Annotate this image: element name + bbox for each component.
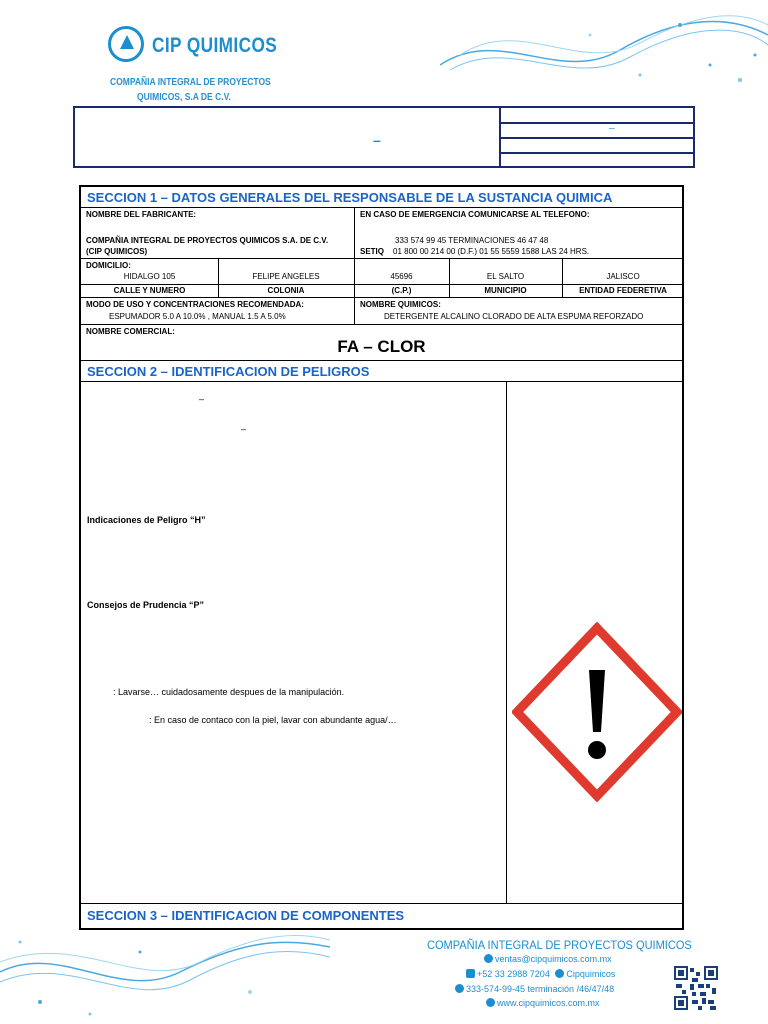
chemical-name-label: NOMBRE QUIMICOS: (360, 300, 441, 309)
section2-body (81, 382, 682, 904)
address-label: DOMICILIO: (86, 261, 131, 270)
header-street: CALLE Y NUMERO (113, 286, 186, 295)
trade-name-label: NOMBRE COMERCIAL: (86, 327, 175, 336)
logo-subtitle-1: COMPAÑIA INTEGRAL DE PROYECTOS (110, 77, 271, 88)
setiq-label: SETIQ (360, 247, 385, 256)
email-icon (484, 954, 493, 963)
manufacturer-divider (354, 208, 355, 258)
manufacturer-short-name: (CIP QUIMICOS) (86, 247, 148, 256)
hazard-dash-1: – (199, 394, 205, 404)
trade-name-value: FA – CLOR (337, 337, 426, 356)
footer-phone[interactable]: +52 33 2988 7204 (477, 969, 550, 979)
facebook-icon (555, 969, 564, 978)
manufacturer-label: NOMBRE DEL FABRICANTE: (86, 210, 197, 219)
header-title-dash: – (373, 132, 381, 148)
header-zip: (C.P.) (391, 286, 412, 295)
header-box-line-3 (499, 152, 693, 154)
hazard-statements-label: Indicaciones de Peligro “H” (87, 515, 206, 525)
logo-brand-name: CIP QUIMICOS (152, 34, 278, 57)
usage-value: ESPUMADOR 5.0 A 10.0% , MANUAL 1.5 A 5.0% (109, 312, 286, 321)
manufacturer-name: COMPAÑIA INTEGRAL DE PROYECTOS QUIMICOS S.A. DE C.V. (86, 236, 329, 245)
precaution-line-1: : Lavarse… cuidadosamente despues de la manipulación. (113, 687, 345, 697)
footer-social[interactable]: Cipquimicos (566, 969, 616, 979)
usage-row (81, 298, 682, 325)
header-code-dash: – (609, 123, 615, 134)
usage-label: MODO DE USO Y CONCENTRACIONES RECOMENDADA: (86, 300, 304, 309)
footer-email[interactable]: ventas@cipquimicos.com.mx (495, 954, 612, 964)
footer-email-line (484, 954, 612, 964)
header-municipality: MUNICIPIO (484, 286, 527, 295)
decorative-wave-bottom (0, 932, 330, 1024)
footer-company-name: COMPAÑIA INTEGRAL DE PROYECTOS QUIMICOS (427, 938, 692, 952)
address-street: HIDALGO 105 (123, 272, 176, 281)
hazard-dash-2: – (241, 424, 247, 434)
emergency-phone: 333 574 99 45 TERMINACIONES 46 47 48 (395, 236, 549, 245)
footer-phone2-line (455, 984, 614, 994)
section2-header (81, 361, 682, 382)
phone-icon (455, 984, 464, 993)
logo-emblem-icon (108, 26, 144, 62)
safety-data-sheet (79, 185, 684, 930)
footer-web-line (486, 998, 600, 1008)
globe-icon (486, 998, 495, 1007)
section2-divider (506, 382, 507, 903)
section3-header (81, 904, 682, 928)
header-state: ENTIDAD FEDERETIVA (579, 286, 667, 295)
footer-phone-2[interactable]: 333-574-99-45 terminación /46/47/48 (466, 984, 615, 994)
manufacturer-row (81, 208, 682, 259)
chemical-name-value: DETERGENTE ALCALINO CLORADO DE ALTA ESPUMA REFORZADO (384, 312, 644, 321)
header-colony: COLONIA (267, 286, 305, 295)
usage-divider (354, 298, 355, 324)
address-state: JALISCO (606, 272, 640, 281)
precaution-line-2: : En caso de contaco con la piel, lavar con abundante agua/… (149, 715, 397, 725)
header-box-line-1 (499, 122, 693, 124)
address-headers-row (81, 285, 682, 298)
trade-name-row (81, 325, 682, 361)
address-municipality: EL SALTO (486, 272, 525, 281)
company-logo (100, 22, 278, 107)
document-header-box (73, 106, 695, 168)
footer-website[interactable]: www.cipquimicos.com.mx (497, 998, 600, 1008)
qr-code[interactable] (674, 966, 718, 1010)
decorative-wave-top (440, 5, 768, 100)
header-box-line-2 (499, 137, 693, 139)
footer-phone-line (466, 969, 615, 979)
address-zip: 45696 (390, 272, 413, 281)
address-colony: FELIPE ANGELES (252, 272, 320, 281)
section1-title: SECCION 1 – DATOS GENERALES DEL RESPONSABLE DE LA SUSTANCIA QUIMICA (87, 190, 613, 205)
logo-subtitle-2: QUIMICOS, S.A DE C.V. (137, 92, 231, 103)
section1-header (81, 187, 682, 208)
emergency-label: EN CASO DE EMERGENCIA COMUNICARSE AL TELEFONO: (360, 210, 590, 219)
section3-title: SECCION 3 – IDENTIFICACION DE COMPONENTES (87, 908, 405, 923)
precaution-statements-label: Consejos de Prudencia “P” (87, 600, 205, 610)
section2-title: SECCION 2 – IDENTIFICACION DE PELIGROS (87, 364, 370, 379)
address-values-row (81, 259, 682, 285)
setiq-phone: 01 800 00 214 00 (D.F.) 01 55 5559 1588 LAS 24 HRS. (393, 247, 590, 256)
whatsapp-icon (466, 969, 475, 978)
ghs-exclamation-pictogram (512, 622, 682, 802)
